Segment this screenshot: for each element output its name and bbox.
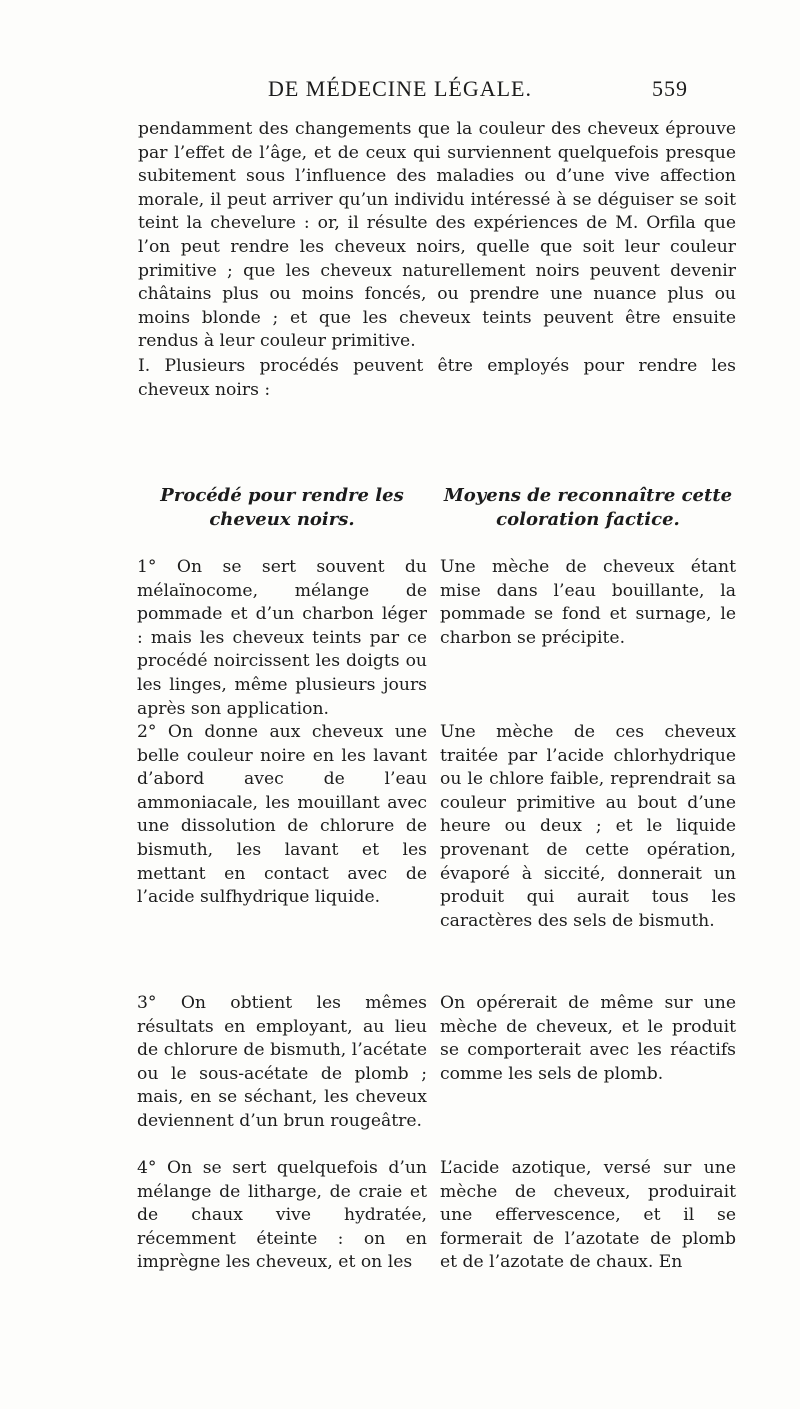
procedure-item-1: 1° On se sert souvent du mélaïnocome, mélange de pommade et d’un charbon léger : mais les cheveux teints par ce procédé noircissent les doigts ou les linges, même plusieurs jours après son application. xyxy=(137,557,427,719)
test-item-1: Une mèche de cheveux étant mise dans l’eau bouillante, la pommade se fond et surnage, le charbon se précipite. xyxy=(440,557,736,648)
test-item-4: L’acide azotique, versé sur une mèche de cheveux, produirait une effervescence, et il se formerait de l’azotate de plomb et de l’azotate de chaux. En xyxy=(440,1158,736,1273)
right-column-heading: Moyens de reconnaître cette coloration factice. xyxy=(443,485,733,530)
running-title: DE MÉDECINE LÉGALE. xyxy=(267,76,532,101)
test-item-2: Une mèche de ces cheveux traitée par l’acide chlorhydrique ou le chlore faible, reprendrait sa couleur primitive au bout d’une heure ou deux ; et le liquide provenant de cette opération, évaporé à siccité, donnerait un produit qui aurait tous les caractères des sels de bismuth. xyxy=(440,722,736,931)
left-column-heading: Procédé pour rendre les cheveux noirs. xyxy=(160,485,404,530)
procedure-item-2: 2° On donne aux cheveux une belle couleur noire en les lavant d’abord avec de l’eau ammoniacale, les mouillant avec une dissolution de chlorure de bismuth, les lavant et les mettant en contact avec de l’acide sulfhydrique liquide. xyxy=(137,722,427,908)
running-header xyxy=(0,76,800,106)
intro-paragraph: pendamment des changements que la couleur des cheveux éprouve par l’effet de l’âge, et de ceux qui surviennent quelquefois presque subitement sous l’influence des maladies ou d’une vive affection morale, il peut arriver qu’un individu intéressé à se déguiser se soit teint la chevelure : or, il résulte des expériences de M. Orfila que l’on peut rendre les cheveux noirs, quelle que soit leur couleur primitive ; que les cheveux naturellement noirs peuvent devenir châtains plus ou moins foncés, ou prendre une nuance plus ou moins blonde ; et que les cheveux teints peuvent être ensuite rendus à leur couleur primitive. xyxy=(138,119,736,352)
left-column xyxy=(137,484,427,1273)
section-intro-paragraph: I. Plusieurs procédés peuvent être employés pour rendre les cheveux noirs : xyxy=(138,355,736,400)
procedure-item-3: 3° On obtient les mêmes résultats en employant, au lieu de chlorure de bismuth, l’acétate ou le sous-acétate de plomb ; mais, en se séchant, les cheveux deviennent d’un brun rougeâtre. xyxy=(137,993,427,1131)
page-number: 559 xyxy=(652,76,688,101)
test-item-3: On opérerait de même sur une mèche de cheveux, et le produit se comporterait avec les réactifs comme les sels de plomb. xyxy=(440,993,736,1084)
procedure-item-4: 4° On se sert quelquefois d’un mélange de litharge, de craie et de chaux vive hydratée, récemment éteinte : on en imprègne les cheveux, et on les xyxy=(137,1158,427,1273)
right-column xyxy=(440,484,736,1273)
intro-text xyxy=(138,118,736,402)
